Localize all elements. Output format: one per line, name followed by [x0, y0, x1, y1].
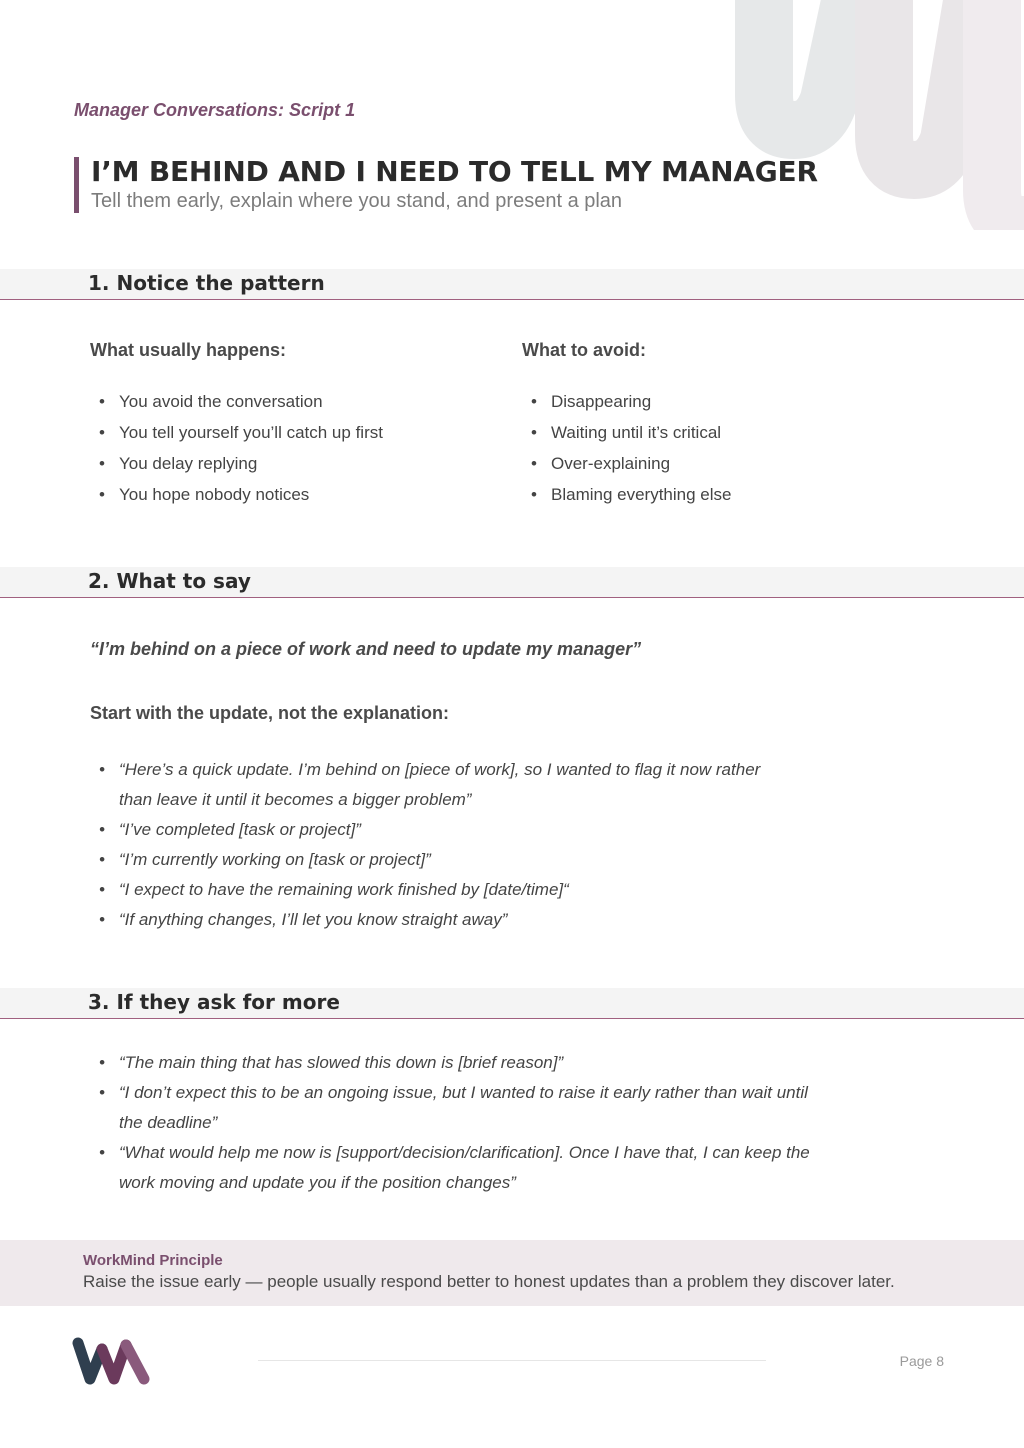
list-item: • You delay replying [90, 448, 480, 479]
list-item: • Blaming everything else [522, 479, 922, 510]
situation-quote: “I’m behind on a piece of work and need to update my manager” [90, 639, 642, 659]
title-block [74, 157, 818, 213]
document-eyebrow: Manager Conversations: Script 1 [74, 100, 356, 120]
page-number: Page 8 [899, 1353, 944, 1369]
list-item: • Over-explaining [522, 448, 922, 479]
list-item: • “I expect to have the remaining work finished by [date/time]“ [90, 875, 780, 905]
list-item: • “If anything changes, I’ll let you know straight away” [90, 905, 780, 935]
list-item: • Waiting until it’s critical [522, 417, 922, 448]
if-they-ask-list [90, 1048, 835, 1198]
section-2-title: 2. What to say [88, 569, 251, 593]
what-usually-happens-list [90, 386, 480, 510]
list-item: • You tell yourself you’ll catch up first [90, 417, 480, 448]
footer-divider [258, 1360, 766, 1361]
start-with-update-heading: Start with the update, not the explanation: [90, 703, 450, 723]
list-item: • You hope nobody notices [90, 479, 480, 510]
list-item: • Disappearing [522, 386, 922, 417]
section-3-title: 3. If they ask for more [88, 990, 340, 1014]
list-item: • You avoid the conversation [90, 386, 480, 417]
list-item: • “What would help me now is [support/decision/clarification]. Once I have that, I can keep the work moving and update you if the position changes” [90, 1138, 835, 1198]
section-1-header [0, 269, 1024, 300]
what-to-avoid-list [522, 386, 922, 510]
list-item: • “I don’t expect this to be an ongoing issue, but I wanted to raise it early rather than wait until the deadline” [90, 1078, 835, 1138]
workmind-logo [70, 1337, 152, 1385]
list-item: • “The main thing that has slowed this down is [brief reason]” [90, 1048, 835, 1078]
page-subtitle: Tell them early, explain where you stand, and present a plan [91, 190, 623, 212]
list-item: • “Here’s a quick update. I’m behind on [piece of work], so I wanted to flag it now rather than leave it until it becomes a bigger problem” [90, 755, 780, 815]
workmind-principle-box [0, 1240, 1024, 1306]
what-usually-happens-heading: What usually happens: [90, 340, 287, 360]
list-item: • “I’m currently working on [task or project]” [90, 845, 780, 875]
section-3-header [0, 988, 1024, 1019]
section-2-header [0, 567, 1024, 598]
principle-label: WorkMind Principle [83, 1252, 223, 1269]
page-title: I’M BEHIND AND I NEED TO TELL MY MANAGER [91, 155, 818, 188]
principle-text: Raise the issue early — people usually respond better to honest updates than a problem they discover later. [83, 1272, 895, 1291]
section-1-title: 1. Notice the pattern [88, 271, 325, 295]
list-item: • “I’ve completed [task or project]” [90, 815, 780, 845]
what-to-say-list [90, 755, 780, 935]
what-to-avoid-heading: What to avoid: [522, 340, 646, 360]
